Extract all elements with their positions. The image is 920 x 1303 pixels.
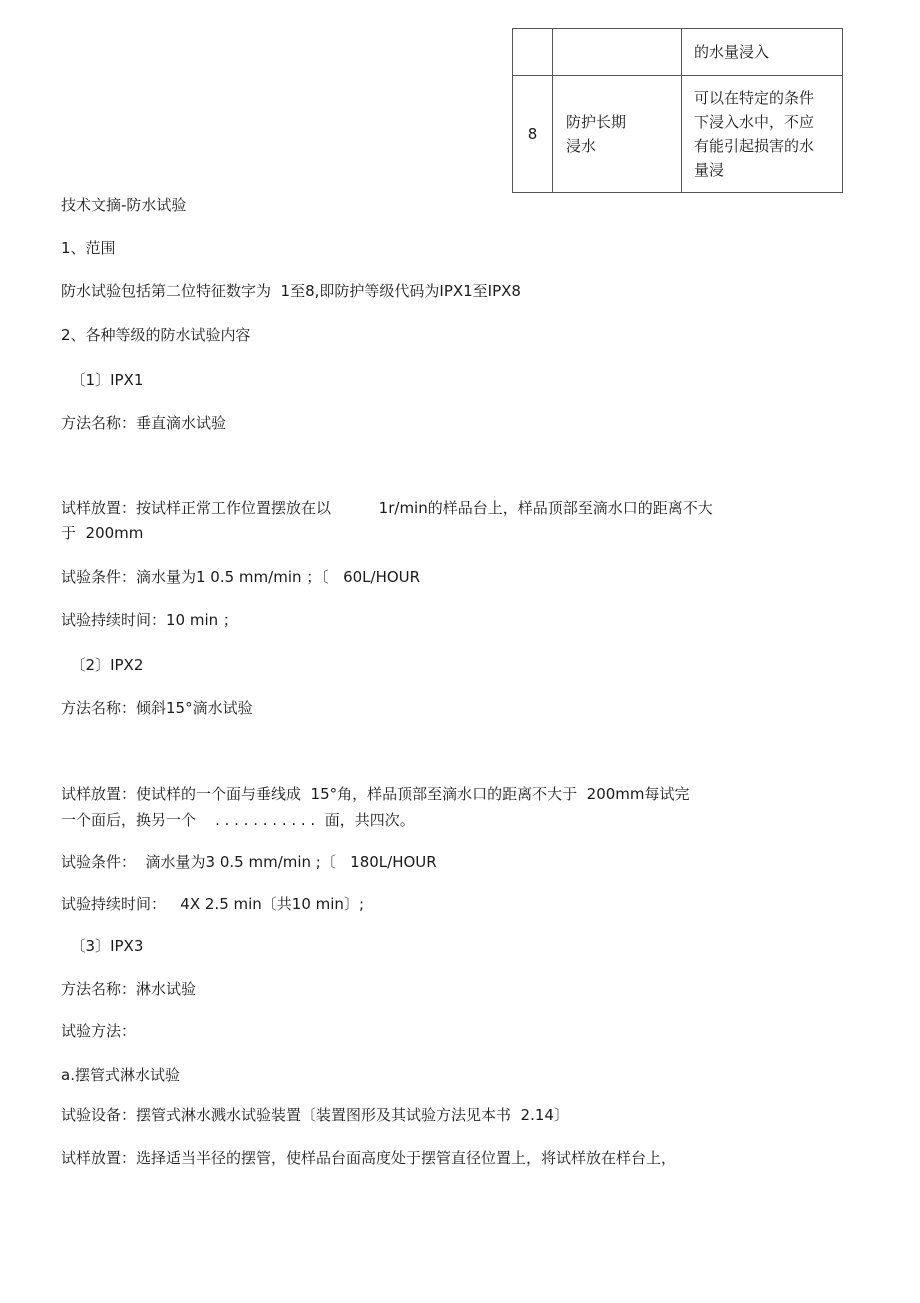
section-heading: 1、范围 [61,239,116,257]
paragraph-text: 于 200mm [61,524,144,542]
paragraph-text: 试验方法： [61,1022,137,1040]
paragraph-text: 试样放置：选择适当半径的摆管，使样品台面高度处于摆管直径位置上，将试样放在样台上， [61,1149,677,1167]
paragraph-text: 试验条件： 滴水量为3 0.5 mm/min ;〔 180L/HOUR [61,853,437,871]
description-line: 量浸 [694,161,725,179]
document-title: 技术文摘-防水试验 [61,196,187,214]
description-line: 的水量浸入 [694,43,770,61]
paragraph-text: a.摆管式淋水试验 [61,1066,180,1084]
section-heading: 2、各种等级的防水试验内容 [61,326,251,344]
table-row [513,29,843,76]
subsection-heading: 〔2〕IPX2 [61,656,144,674]
description-line: 可以在特定的条件 [694,89,815,107]
description-line: 下浸入水中，不应 [694,113,815,131]
table-cell-description [682,76,843,193]
paragraph-text: 防水试验包括第二位特征数字为 1至8,即防护等级代码为IPX1至IPX8 [61,282,521,300]
ip-rating-table [512,28,843,193]
table-cell-number [513,29,553,76]
name-line: 浸水 [566,137,597,155]
paragraph-text: 方法名称：垂直滴水试验 [61,414,227,432]
table-cell-description [682,29,843,76]
paragraph-text: 试样放置：按试样正常工作位置摆放在以 1r/min的样品台上，样品顶部至滴水口的距离不大 [61,499,713,517]
table-row [513,76,843,193]
paragraph-text: 方法名称：淋水试验 [61,980,197,998]
description-line: 有能引起损害的水 [694,137,815,155]
paragraph-text: 试样放置：使试样的一个面与垂线成 15°角，样品顶部至滴水口的距离不大于 200mm每试完 [61,785,690,803]
paragraph-text: 一个面后，换另一个 . . . . . . . . . . . 面，共四次。 [61,811,415,829]
paragraph-text: 方法名称：倾斜15°滴水试验 [61,699,253,717]
table-cell-number: 8 [513,76,553,193]
subsection-heading: 〔1〕IPX1 [61,371,144,389]
table-cell-name [553,76,682,193]
paragraph-text: 试验条件：滴水量为1 0.5 mm/min ；〔 60L/HOUR [61,568,421,586]
paragraph-text: 试验设备：摆管式淋水溅水试验装置〔装置图形及其试验方法见本书 2.14〕 [61,1106,569,1124]
name-line: 防护长期 [566,113,627,131]
table-cell-name [553,29,682,76]
paragraph-text: 试验持续时间： 4X 2.5 min〔共10 min〕; [61,895,364,913]
subsection-heading: 〔3〕IPX3 [61,937,144,955]
paragraph-text: 试验持续时间：10 min ； [61,611,238,629]
